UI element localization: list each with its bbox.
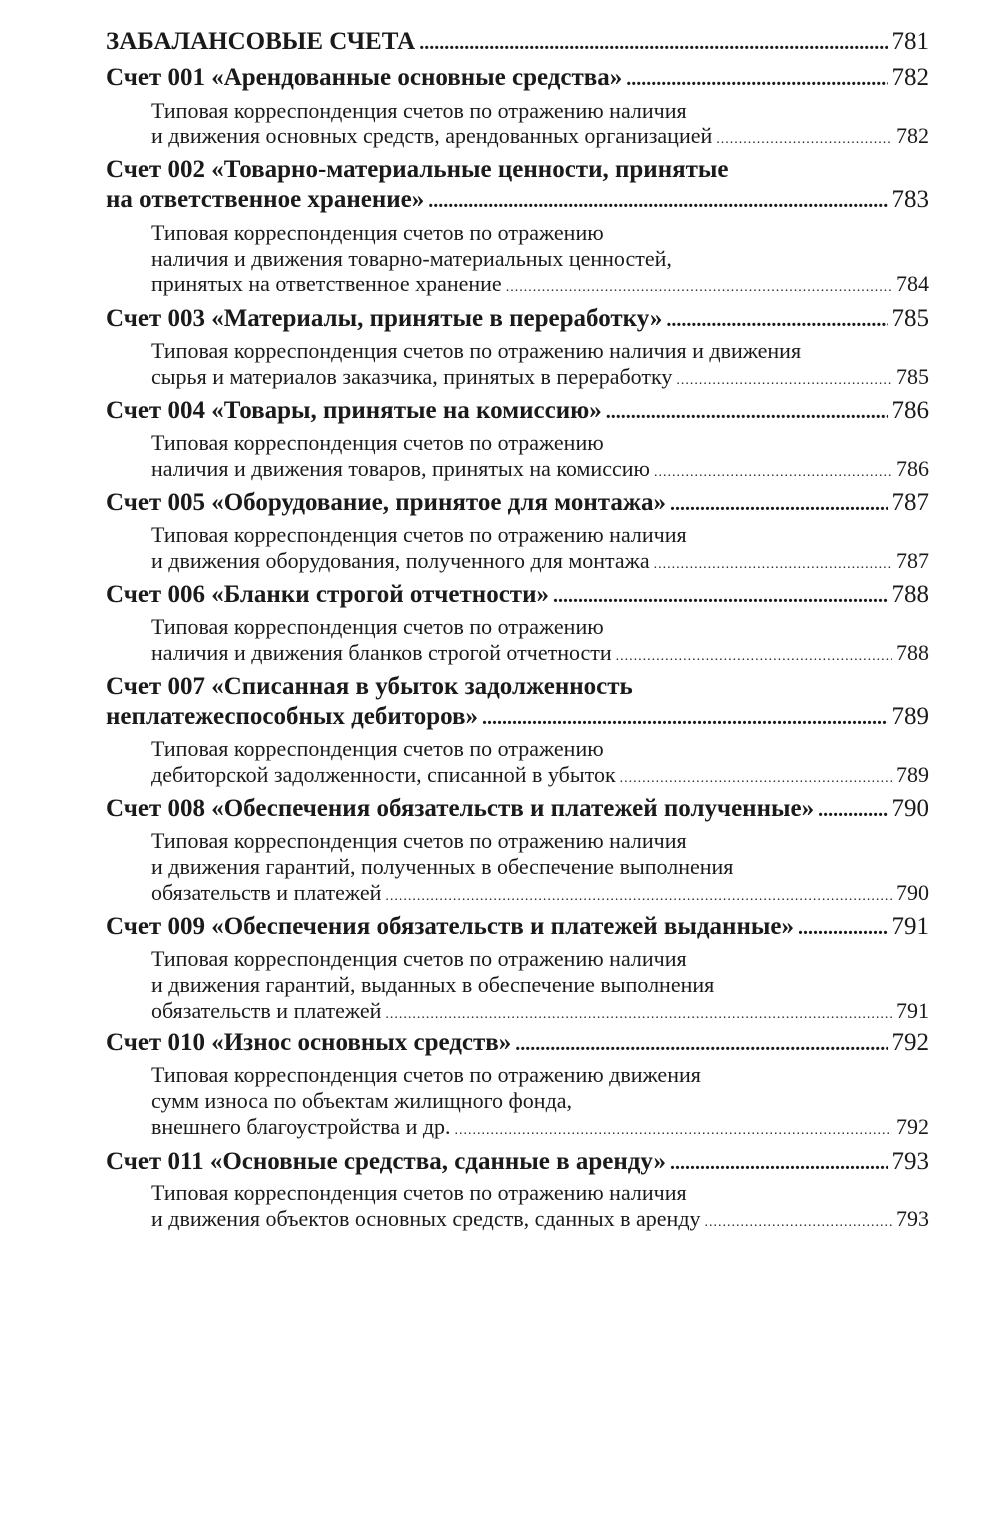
subsection-text: внешнего благоустройства и др. xyxy=(151,1114,451,1139)
dot-leader xyxy=(654,557,892,573)
page-number: 786 xyxy=(896,456,929,481)
subsection-text: и движения гарантий, полученных в обеспечение выполнения xyxy=(151,854,734,879)
subsection-text: Типовая корреспонденция счетов по отражению наличия xyxy=(151,946,687,971)
dot-leader xyxy=(670,1152,887,1175)
toc-subentry-002-line2 xyxy=(151,246,929,272)
toc-entry-004[interactable] xyxy=(106,397,929,425)
toc-subentry-008[interactable] xyxy=(151,880,929,906)
dot-leader xyxy=(385,889,892,905)
toc-subentry-009-line2 xyxy=(151,972,929,998)
dot-leader xyxy=(455,1123,892,1139)
page-number: 782 xyxy=(896,123,929,148)
subsection-text: наличия и движения бланков строгой отчетности xyxy=(151,640,612,665)
toc-subentry-004[interactable] xyxy=(151,456,929,482)
section-title: Счет 010 «Износ основных средств» xyxy=(106,1029,512,1056)
dot-leader xyxy=(616,649,892,665)
toc-entry-002[interactable] xyxy=(106,186,929,214)
page-number: 793 xyxy=(896,1206,929,1231)
subsection-text: принятых на ответственное хранение xyxy=(151,271,502,296)
subsection-text: обязательств и платежей xyxy=(151,998,382,1023)
subsection-text: и движения оборудования, полученного для монтажа xyxy=(151,548,650,573)
subsection-text: сырья и материалов заказчика, принятых в переработку xyxy=(151,364,673,389)
page-number: 791 xyxy=(891,913,929,940)
section-title: на ответственное хранение» xyxy=(106,186,425,213)
subsection-text: Типовая корреспонденция счетов по отражению xyxy=(151,220,604,245)
subsection-text: Типовая корреспонденция счетов по отражению xyxy=(151,430,604,455)
toc-entry-006[interactable] xyxy=(106,581,929,609)
toc-entry-002-line1 xyxy=(106,156,929,184)
toc-subentry-007[interactable] xyxy=(151,762,929,788)
section-title: Счет 005 «Оборудование, принятое для монтажа» xyxy=(106,489,666,516)
subsection-text: и движения гарантий, выданных в обеспечение выполнения xyxy=(151,972,715,997)
toc-subentry-005[interactable] xyxy=(151,548,929,574)
page-number: 782 xyxy=(891,64,929,91)
page-number: 787 xyxy=(896,548,929,573)
section-title: Счет 003 «Материалы, принятые в переработку» xyxy=(106,305,663,332)
subsection-text: сумм износа по объектам жилищного фонда, xyxy=(151,1088,573,1113)
page-number: 791 xyxy=(896,998,929,1023)
dot-leader xyxy=(620,771,892,787)
toc-entry-009[interactable] xyxy=(106,913,929,941)
subsection-text: Типовая корреспонденция счетов по отражению наличия xyxy=(151,98,687,123)
toc-subentry-006-line1 xyxy=(151,614,929,640)
subsection-text: наличия и движения товарно-материальных ценностей, xyxy=(151,246,672,271)
subsection-text: Типовая корреспонденция счетов по отражению наличия и движения xyxy=(151,338,802,363)
page-number: 792 xyxy=(891,1029,929,1056)
section-title: Счет 001 «Арендованные основные средства» xyxy=(106,64,623,91)
page-number: 788 xyxy=(891,581,929,608)
toc-subentry-009-line1 xyxy=(151,946,929,972)
toc-subentry-008-line1 xyxy=(151,828,929,854)
page-number: 787 xyxy=(891,489,929,516)
dot-leader xyxy=(506,280,892,296)
section-title: Счет 011 «Основные средства, сданные в аренду» xyxy=(106,1148,667,1175)
toc-entry-007[interactable] xyxy=(106,703,929,731)
subsection-text: и движения основных средств, арендованных организацией xyxy=(151,123,713,148)
toc-subentry-001-line1 xyxy=(151,98,929,124)
subsection-text: Типовая корреспонденция счетов по отражению наличия xyxy=(151,828,687,853)
toc-subentry-011[interactable] xyxy=(151,1206,929,1232)
section-title: Счет 006 «Бланки строгой отчетности» xyxy=(106,581,549,608)
page-number: 788 xyxy=(896,640,929,665)
toc-subentry-007-line1 xyxy=(151,736,929,762)
toc-subentry-008-line2 xyxy=(151,854,929,880)
dot-leader xyxy=(654,465,892,481)
page-number: 789 xyxy=(891,703,929,730)
toc-subentry-011-line1 xyxy=(151,1180,929,1206)
toc-subentry-002[interactable] xyxy=(151,271,929,297)
dot-leader xyxy=(606,401,888,424)
section-title: Счет 002 «Товарно-материальные ценности, принятые xyxy=(106,156,729,183)
page-number: 785 xyxy=(896,364,929,389)
dot-leader xyxy=(428,190,887,213)
dot-leader xyxy=(482,707,887,730)
dot-leader xyxy=(515,1033,887,1056)
toc-entry-005[interactable] xyxy=(106,489,929,517)
page-number: 790 xyxy=(896,880,929,905)
page-number: 783 xyxy=(891,186,929,213)
page-number: 790 xyxy=(891,795,929,822)
toc-entry-003[interactable] xyxy=(106,305,929,333)
subsection-text: обязательств и платежей xyxy=(151,880,382,905)
dot-leader xyxy=(676,373,892,389)
dot-leader xyxy=(666,309,887,332)
toc-subentry-003[interactable] xyxy=(151,364,929,390)
page-number: 793 xyxy=(891,1148,929,1175)
dot-leader xyxy=(419,32,887,55)
page-number: 785 xyxy=(891,305,929,332)
toc-subentry-002-line1 xyxy=(151,220,929,246)
dot-leader xyxy=(798,917,888,940)
toc-entry-011[interactable] xyxy=(106,1148,929,1176)
subsection-text: дебиторской задолженности, списанной в убыток xyxy=(151,762,616,787)
toc-subentry-005-line1 xyxy=(151,522,929,548)
subsection-text: Типовая корреспонденция счетов по отражению xyxy=(151,736,604,761)
section-title: ЗАБАЛАНСОВЫЕ СЧЕТА xyxy=(106,28,416,55)
dot-leader xyxy=(385,1007,892,1023)
toc-subentry-004-line1 xyxy=(151,430,929,456)
toc-entry-header[interactable] xyxy=(106,28,929,56)
dot-leader xyxy=(670,493,888,516)
toc-subentry-010-line1 xyxy=(151,1062,929,1088)
subsection-text: и движения объектов основных средств, сданных в аренду xyxy=(151,1206,701,1231)
page-number: 784 xyxy=(896,271,929,296)
section-title: Счет 009 «Обеспечения обязательств и платежей выданные» xyxy=(106,913,794,940)
section-title: Счет 007 «Списанная в убыток задолженность xyxy=(106,673,633,700)
toc-subentry-010-line2 xyxy=(151,1088,929,1114)
page-number: 789 xyxy=(896,762,929,787)
subsection-text: Типовая корреспонденция счетов по отражению xyxy=(151,614,604,639)
toc-entry-010[interactable] xyxy=(106,1029,929,1057)
page-number: 792 xyxy=(896,1114,929,1139)
toc-entry-007-line1 xyxy=(106,673,929,701)
dot-leader xyxy=(716,132,892,148)
subsection-text: наличия и движения товаров, принятых на комиссию xyxy=(151,456,650,481)
section-title: неплатежеспособных дебиторов» xyxy=(106,703,479,730)
toc-subentry-001[interactable] xyxy=(151,123,929,149)
page-number: 786 xyxy=(891,397,929,424)
dot-leader xyxy=(705,1215,892,1231)
toc-entry-008[interactable] xyxy=(106,795,929,823)
page-number: 781 xyxy=(891,28,929,55)
dot-leader xyxy=(553,585,888,608)
dot-leader xyxy=(818,799,887,822)
toc-subentry-010[interactable] xyxy=(151,1114,929,1140)
toc-subentry-009[interactable] xyxy=(151,998,929,1024)
section-title: Счет 008 «Обеспечения обязательств и платежей полученные» xyxy=(106,795,815,822)
toc-subentry-003-line1 xyxy=(151,338,929,364)
subsection-text: Типовая корреспонденция счетов по отражению наличия xyxy=(151,1180,687,1205)
dot-leader xyxy=(626,68,887,91)
toc-entry-001[interactable] xyxy=(106,64,929,92)
subsection-text: Типовая корреспонденция счетов по отражению движения xyxy=(151,1062,701,1087)
section-title: Счет 004 «Товары, принятые на комиссию» xyxy=(106,397,602,424)
toc-subentry-006[interactable] xyxy=(151,640,929,666)
subsection-text: Типовая корреспонденция счетов по отражению наличия xyxy=(151,522,687,547)
